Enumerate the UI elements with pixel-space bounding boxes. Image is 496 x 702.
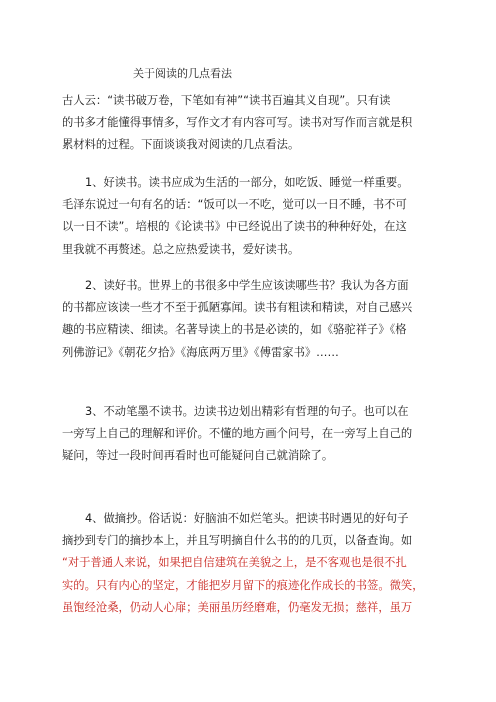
text-line: 4、做摘抄。俗话说：好脑油不如烂笔头。把读书时遇见的好句子 xyxy=(85,512,409,525)
text-line: 3、不动笔墨不读书。边读书边划出精彩有哲理的句子。也可以在 xyxy=(85,405,409,418)
text-line: 摘抄到专门的摘抄本上，并且写明摘自什么书的的几页，以备查询。如 xyxy=(62,534,413,548)
text-line: 一旁写上自己的理解和评价。不懂的地方画个问号，在一旁写上自己的 xyxy=(62,427,413,441)
text-line: 1、好读书。读书应成为生活的一部分，如吃饭、睡觉一样重要。 xyxy=(85,176,409,189)
paragraph-point-2 xyxy=(62,275,436,364)
text-line: 列佛游记》《朝花夕拾》《海底两万里》《傅雷家书》…… xyxy=(62,345,339,359)
text-line: 的书多才能懂得事情多，写作文才有内容可写。读书对写作而言就是积 xyxy=(62,116,413,130)
text-line: 以一日不读”。培根的《论读书》中已经说出了读书的种种好处，在这 xyxy=(62,220,407,234)
text-line: 疑问，等过一段时间再看时也可能疑问自己就消除了。 xyxy=(62,449,334,463)
text-line: 里我就不再赘述。总之应热爱读书，爱好读书。 xyxy=(62,242,300,256)
text-line: 毛泽东说过一句有名的话：“饭可以一不吃，觉可以一日不睡，书不可 xyxy=(62,198,407,212)
text-line: 趣的书应精读、细读。名著导读上的书是必读的，如《骆驼祥子》《格 xyxy=(62,323,407,337)
quote-line: 实的。只有内心的坚定，才能把岁月留下的痕迹化作成长的书签。微笑， xyxy=(62,578,424,592)
text-line: 古人云：“读书破万卷，下笔如有神”“读书百遍其义自现”。只有读 xyxy=(62,94,391,107)
paragraph-intro xyxy=(62,90,436,157)
text-line: 2、读好书。世界上的书很多中学生应该读哪些书？我认为各方面 xyxy=(85,279,409,292)
text-line: 的书都应该读一些才不至于孤陋寡闻。读书有粗读和精读，对自己感兴 xyxy=(62,301,413,315)
page-title: 关于阅读的几点看法 xyxy=(133,67,232,80)
quote-line: “对于普通人来说，如果把自信建筑在美貌之上，是不客观也是很不扎 xyxy=(62,556,407,570)
paragraph-point-3 xyxy=(62,401,436,468)
paragraph-point-4 xyxy=(62,508,436,619)
text-line: 累材料的过程。下面谈谈我对阅读的几点看法。 xyxy=(62,138,300,152)
paragraph-point-1 xyxy=(62,172,436,261)
quote-line: 虽饱经沧桑，仍动人心扉；美丽虽历经磨难，仍毫发无损；慈祥，虽万 xyxy=(62,600,413,614)
